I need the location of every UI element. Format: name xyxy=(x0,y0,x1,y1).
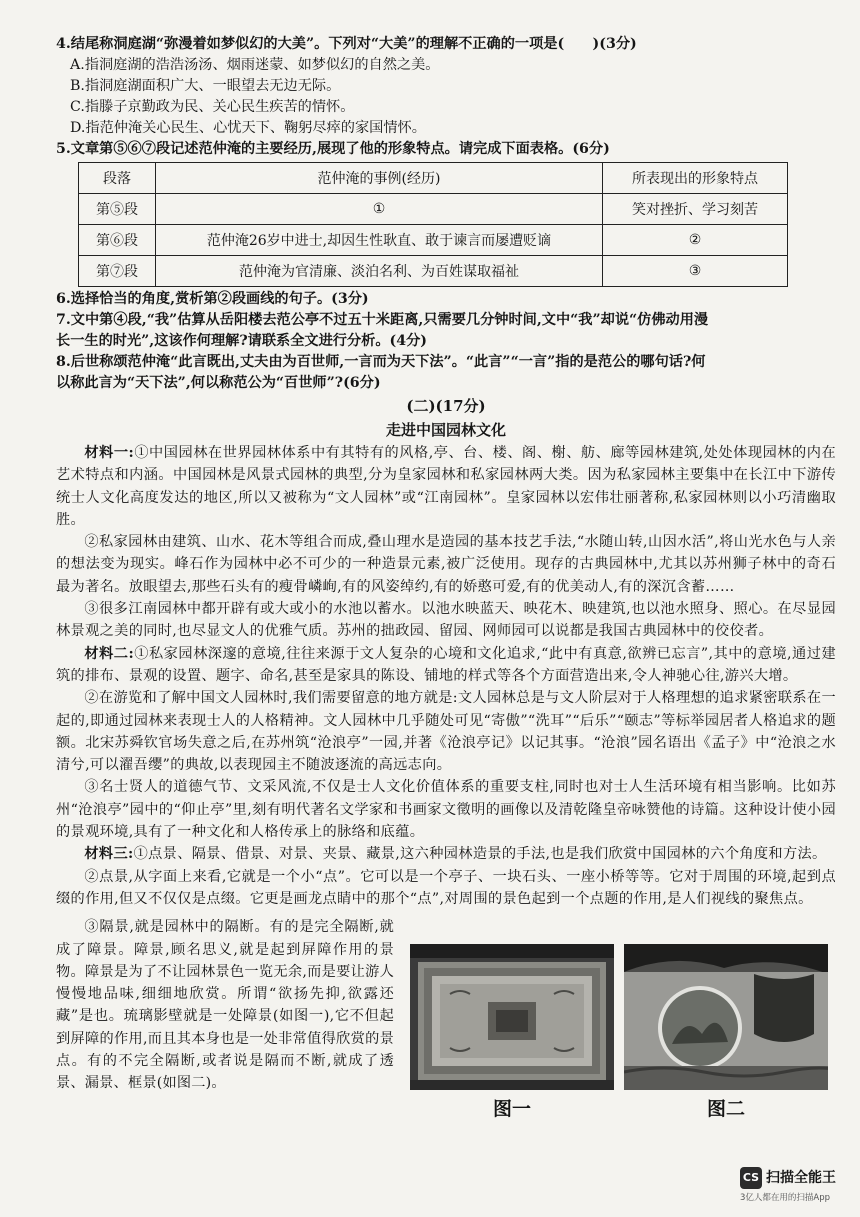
table-cell: 第⑦段 xyxy=(79,256,156,287)
page-content xyxy=(56,34,836,1095)
table-row xyxy=(79,225,788,256)
scanner-watermark xyxy=(740,1165,852,1205)
material-2-para-3: ③名士贤人的道德气节、文采风流,不仅是士人文化价值体系的重要支柱,同时也对士人生活环境有相当影响。比如苏州“沧浪亭”园中的“仰止亭”里,刻有明代著名文学家和书画家文徵明的画像以及清乾隆皇帝咏赞他的诗篇。这种设计使小园的景观环境,具有了一种文化和人格传承上的脉络和底蕴。 xyxy=(56,779,836,841)
table-cell: ③ xyxy=(603,256,788,287)
q8-stem-line-2: 以称此言为“天下法”,何以称范公为“百世师”?(6分) xyxy=(56,375,381,391)
table-cell: 第⑥段 xyxy=(79,225,156,256)
table-header-event: 范仲淹的事例(经历) xyxy=(156,163,603,194)
table-header-paragraph: 段落 xyxy=(79,163,156,194)
q4-option-c: C.指滕子京勤政为民、关心民生疾苦的情怀。 xyxy=(70,99,355,115)
material-3-left-column xyxy=(56,916,394,1094)
camscanner-logo-icon: CS xyxy=(740,1167,762,1189)
figures xyxy=(410,944,840,1120)
q4-stem: 4.结尾称洞庭湖“弥漫着如梦似幻的大美”。下列对“大美”的理解不正确的一项是( )(3分) xyxy=(56,36,637,52)
q4-option-d: D.指范仲淹关心民生、心忧天下、鞠躬尽瘁的家国情怀。 xyxy=(70,120,426,136)
screen-wall-illustration xyxy=(410,944,614,1090)
table-row xyxy=(79,256,788,287)
q6-stem: 6.选择恰当的角度,赏析第②段画线的句子。(3分) xyxy=(56,291,369,307)
figure-2-caption: 图二 xyxy=(706,1098,745,1120)
material-1-para-3: ③很多江南园林中都开辟有或大或小的水池以蓄水。以池水映蓝天、映花木、映建筑,也以池水照身、照心。在尽显园林景观之美的同时,也尽显文人的优雅气质。苏州的拙政园、留园、网师园可以说都是我国古典园林中的佼佼者。 xyxy=(56,601,836,640)
table-cell: 第⑤段 xyxy=(79,194,156,225)
section-heading: (二)(17分) xyxy=(406,397,486,415)
q8-stem-line-1: 8.后世称颂范仲淹“此言既出,丈夫由为百世师,一言而为天下法”。“此言”“一言”指的是范公的哪句话?何 xyxy=(56,354,706,370)
q4-option-b: B.指洞庭湖面积广大、一眼望去无边无际。 xyxy=(70,78,341,94)
material-3-para-1 xyxy=(56,843,836,865)
material-1-label: 材料一: xyxy=(84,445,135,461)
table-cell: ② xyxy=(603,225,788,256)
moon-gate-illustration xyxy=(624,944,828,1090)
table-cell: 范仲淹为官清廉、淡泊名利、为百姓谋取福祉 xyxy=(156,256,603,287)
material-2-para-1 xyxy=(56,643,836,688)
q5-stem: 5.文章第⑤⑥⑦段记述范仲淹的主要经历,展现了他的形象特点。请完成下面表格。(6分) xyxy=(56,141,610,157)
material-3-para-1-text: ①点景、隔景、借景、对景、夹景、藏景,这六种园林造景的手法,也是我们欣赏中国园林的六个角度和方法。 xyxy=(133,846,827,863)
table-cell: ① xyxy=(156,194,603,225)
scanner-tagline: 3亿人都在用的扫描App xyxy=(740,1193,831,1203)
table-row xyxy=(79,194,788,225)
q5-table xyxy=(78,162,788,287)
table-header-trait: 所表现出的形象特点 xyxy=(603,163,788,194)
table-cell: 笑对挫折、学习刻苦 xyxy=(603,194,788,225)
material-3-label: 材料三: xyxy=(84,846,134,863)
material-1-para-1-text: ①中国园林在世界园林体系中有其特有的风格,亭、台、楼、阁、榭、舫、廊等园林建筑,处处体现园林的内在艺术特点和内涵。中国园林是风景式园林的典型,分为皇家园林和私家园林两大类。因为私家园林主要集中在长江中下游传统士人文化高度发达的地区,所以又被称为“文人园林”或“江南园林”。皇家园林以宏伟壮丽著称,私家园林则以小巧清幽取胜。 xyxy=(56,445,836,528)
material-3-para-3: ③隔景,就是园林中的隔断。有的是完全隔断,就成了障景。障景,顾名思义,就是起到屏障作用的景物。障景是为了不让园林景色一览无余,而是要让游人慢慢地品味,细细地欣赏。所谓“欲扬先抑,欲露还藏”是也。琉璃影壁就是一处障景(如图一),它不但起到屏障的作用,而且其本身也是一处非常值得欣赏的景点。有的不完全隔断,或者说是隔而不断,就成了透景、漏景、框景(如图二)。 xyxy=(56,919,394,1092)
material-3-para-2: ②点景,从字面上来看,它就是一个小“点”。它可以是一个亭子、一块石头、一座小桥等等。它对于周围的环境,起到点缀的作用,但又不仅仅是点缀。它更是画龙点睛中的那个“点”,对周围的景色起到一个点题的作用,是人们视线的聚焦点。 xyxy=(56,868,836,907)
material-1-para-1 xyxy=(56,442,836,531)
material-1-para-2: ②私家园林由建筑、山水、花木等组合而成,叠山理水是造园的基本技艺手法,“水随山转,山因水活”,将山光水色与人亲的想法变为现实。峰石作为园林中必不可少的一种造景元素,被广泛使用。现存的古典园林中,尤其以苏州狮子林中的奇石最为著名。放眼望去,那些石头有的瘦骨嶙峋,有的风姿绰约,有的娇憨可爱,有的优美动人,有的深沉含蓄…… xyxy=(56,534,836,595)
q7-stem-line-2: 长一生的时光”,这该作何理解?请联系全文进行分析。(4分) xyxy=(56,333,428,349)
q7-stem-line-1: 7.文中第④段,“我”估算从岳阳楼去范公亭不过五十米距离,只需要几分钟时间,文中“我”却说“仿佛动用漫 xyxy=(56,312,709,328)
figure-2-moon-gate-image xyxy=(624,944,828,1090)
table-cell: 范仲淹26岁中进士,却因生性耿直、敢于谏言而屡遭贬谪 xyxy=(156,225,603,256)
scanner-app-name: 扫描全能王 xyxy=(766,1170,836,1186)
material-2-para-2: ②在游览和了解中国文人园林时,我们需要留意的地方就是:文人园林总是与文人阶层对于人格理想的追求紧密联系在一起的,即通过园林来表现士人的人格精神。文人园林中几乎随处可见“寄傲”“洗耳”“后乐”“颐志”等标举园居者人格追求的题额。北宋苏舜钦官场失意之后,在苏州筑“沧浪亭”一园,并著《沧浪亭记》以记其事。“沧浪”园名语出《孟子》中“沧浪之水清兮,可以濯吾缨”的典故,以表现园主不随波逐流的高远志向。 xyxy=(56,690,836,774)
material-2-label: 材料二: xyxy=(84,645,135,662)
q4-option-a: A.指洞庭湖的浩浩汤汤、烟雨迷蒙、如梦似幻的自然之美。 xyxy=(70,57,440,73)
table-header-row xyxy=(79,163,788,194)
material-2-para-1-text: ①私家园林深邃的意境,往往来源于文人复杂的心境和文化追求,“此中有真意,欲辨已忘言”,其中的意境,通过建筑的排布、景观的设置、题字、命名,甚至是家具的陈设、铺地的样式等各个方面营造出来,令人神驰心往,游兴大增。 xyxy=(56,645,836,684)
article-title: 走进中国园林文化 xyxy=(385,421,506,439)
figure-1-caption: 图一 xyxy=(492,1098,531,1120)
figure-1-glazed-screen-wall-image xyxy=(410,944,614,1090)
